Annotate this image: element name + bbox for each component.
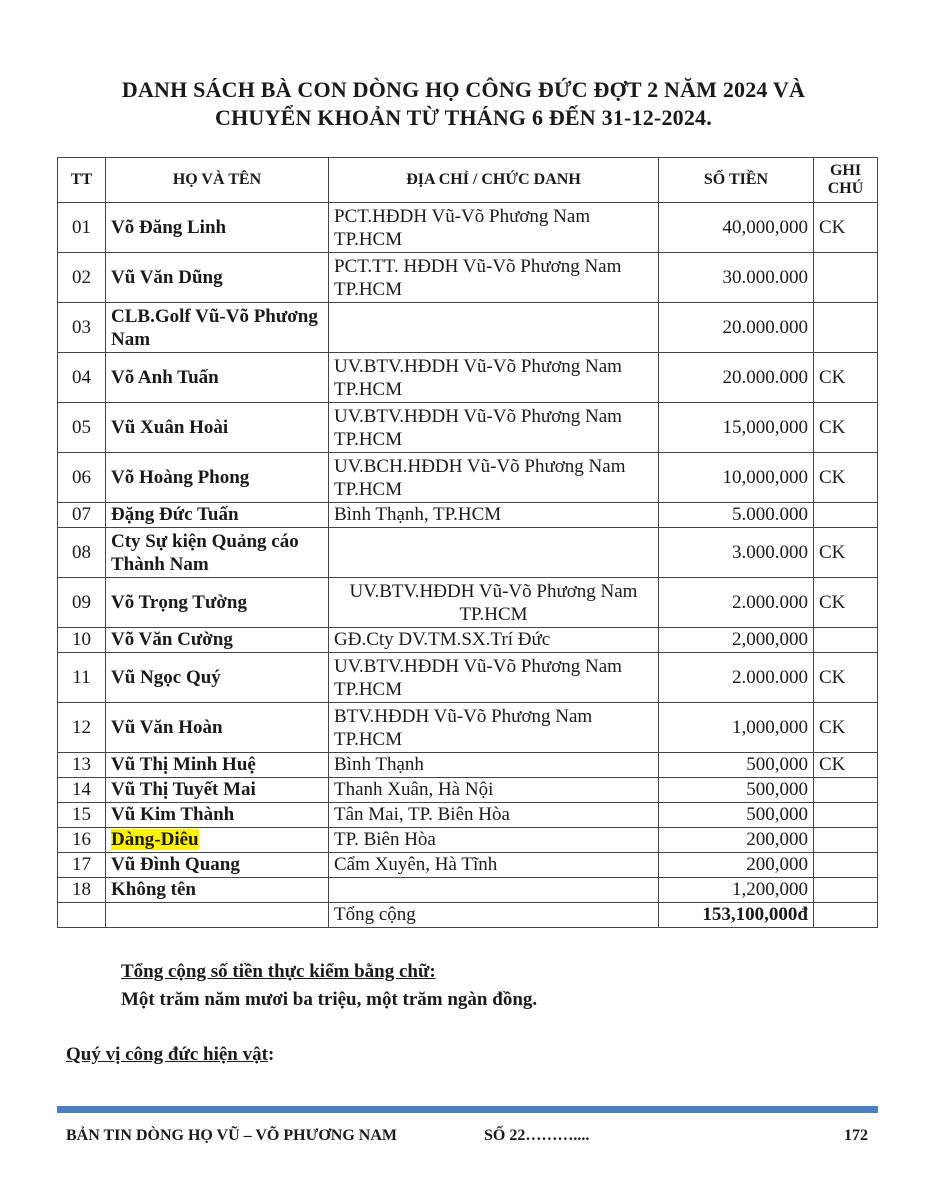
row-note: CK — [814, 578, 878, 628]
row-address: UV.BTV.HĐDH Vũ-Võ Phương Nam TP.HCM — [329, 353, 659, 403]
row-name — [106, 828, 329, 853]
total-name-empty — [106, 903, 329, 928]
table-row — [58, 503, 878, 528]
row-amount: 2.000.000 — [659, 578, 814, 628]
row-tt: 08 — [58, 528, 106, 578]
row-name: Vũ Thị Minh Huệ — [106, 753, 329, 778]
row-name: Vũ Đình Quang — [106, 853, 329, 878]
table-row — [58, 528, 878, 578]
row-note — [814, 803, 878, 828]
row-name: Vũ Kim Thành — [106, 803, 329, 828]
table-row — [58, 303, 878, 353]
row-name: Vũ Ngọc Quý — [106, 653, 329, 703]
row-tt: 13 — [58, 753, 106, 778]
row-tt: 18 — [58, 878, 106, 903]
row-address: PCT.HĐDH Vũ-Võ Phương Nam TP.HCM — [329, 203, 659, 253]
row-name: Đặng Đức Tuấn — [106, 503, 329, 528]
table-row — [58, 353, 878, 403]
footer-publication: BẢN TIN DÒNG HỌ VŨ – VÕ PHƯƠNG NAM — [66, 1127, 397, 1144]
row-name: Võ Anh Tuấn — [106, 353, 329, 403]
row-amount: 2,000,000 — [659, 628, 814, 653]
row-tt: 06 — [58, 453, 106, 503]
row-name: Võ Trọng Tường — [106, 578, 329, 628]
table-row — [58, 778, 878, 803]
row-address — [329, 303, 659, 353]
row-address: Cẩm Xuyên, Hà Tĩnh — [329, 853, 659, 878]
header-note-line-2: CHÚ — [827, 180, 864, 197]
table-row — [58, 828, 878, 853]
row-name: Cty Sự kiện Quảng cáo Thành Nam — [106, 528, 329, 578]
row-note: CK — [814, 203, 878, 253]
header-note-line-1: GHI — [829, 162, 862, 179]
row-address — [329, 878, 659, 903]
row-note: CK — [814, 703, 878, 753]
row-amount: 500,000 — [659, 753, 814, 778]
header-tt: TT — [58, 158, 106, 203]
row-name: Vũ Văn Dũng — [106, 253, 329, 303]
row-address: BTV.HĐDH Vũ-Võ Phương Nam TP.HCM — [329, 703, 659, 753]
row-tt: 03 — [58, 303, 106, 353]
header-address: ĐỊA CHỈ / CHỨC DANH — [329, 158, 659, 203]
row-note: CK — [814, 753, 878, 778]
table-row — [58, 253, 878, 303]
row-note — [814, 853, 878, 878]
table-row — [58, 653, 878, 703]
row-name: Võ Đăng Linh — [106, 203, 329, 253]
table-row — [58, 753, 878, 778]
table-row — [58, 578, 878, 628]
total-amount: 153,100,000đ — [659, 903, 814, 928]
row-name: Vũ Xuân Hoài — [106, 403, 329, 453]
row-tt: 11 — [58, 653, 106, 703]
row-address: PCT.TT. HĐDH Vũ-Võ Phương Nam TP.HCM — [329, 253, 659, 303]
row-note — [814, 828, 878, 853]
row-name: CLB.Golf Vũ-Võ Phương Nam — [106, 303, 329, 353]
summary-text: Một trăm năm mươi ba triệu, một trăm ngàn đồng. — [121, 989, 538, 1010]
row-amount: 500,000 — [659, 778, 814, 803]
row-note — [814, 628, 878, 653]
row-note — [814, 778, 878, 803]
row-amount: 20.000.000 — [659, 353, 814, 403]
row-address: UV.BCH.HĐDH Vũ-Võ Phương Nam TP.HCM — [329, 453, 659, 503]
row-note: CK — [814, 528, 878, 578]
row-address: UV.BTV.HĐDH Vũ-Võ Phương Nam TP.HCM — [329, 653, 659, 703]
row-tt: 09 — [58, 578, 106, 628]
footer-divider-bar — [57, 1106, 878, 1113]
row-amount: 15,000,000 — [659, 403, 814, 453]
row-name: Võ Văn Cường — [106, 628, 329, 653]
row-amount: 200,000 — [659, 828, 814, 853]
row-amount: 10,000,000 — [659, 453, 814, 503]
row-note: CK — [814, 403, 878, 453]
row-tt: 17 — [58, 853, 106, 878]
in-kind-heading-block — [66, 1044, 274, 1066]
footer-issue: SỐ 22……….... — [484, 1127, 590, 1144]
row-name: Vũ Thị Tuyết Mai — [106, 778, 329, 803]
row-tt: 05 — [58, 403, 106, 453]
row-name: Không tên — [106, 878, 329, 903]
donation-table — [57, 157, 878, 928]
row-address: Bình Thạnh — [329, 753, 659, 778]
row-note — [814, 878, 878, 903]
row-address: UV.BTV.HĐDH Vũ-Võ Phương Nam TP.HCM — [329, 578, 659, 628]
row-address: TP. Biên Hòa — [329, 828, 659, 853]
row-amount: 40,000,000 — [659, 203, 814, 253]
table-row — [58, 703, 878, 753]
row-address — [329, 528, 659, 578]
row-amount: 2.000.000 — [659, 653, 814, 703]
page-title — [60, 76, 867, 132]
row-note: CK — [814, 653, 878, 703]
row-address: UV.BTV.HĐDH Vũ-Võ Phương Nam TP.HCM — [329, 403, 659, 453]
row-amount: 1,200,000 — [659, 878, 814, 903]
row-note: CK — [814, 453, 878, 503]
row-tt: 07 — [58, 503, 106, 528]
row-address: Thanh Xuân, Hà Nội — [329, 778, 659, 803]
row-tt: 16 — [58, 828, 106, 853]
summary-heading: Tổng cộng số tiền thực kiểm bằng chữ: — [121, 961, 436, 982]
summary-block — [121, 958, 537, 1014]
row-amount: 200,000 — [659, 853, 814, 878]
table-row — [58, 853, 878, 878]
row-note — [814, 253, 878, 303]
table-row — [58, 628, 878, 653]
table-row — [58, 453, 878, 503]
table-row — [58, 803, 878, 828]
row-tt: 04 — [58, 353, 106, 403]
page-footer — [66, 1127, 868, 1149]
in-kind-colon: : — [267, 1044, 275, 1065]
total-tt-empty — [58, 903, 106, 928]
row-name: Võ Hoàng Phong — [106, 453, 329, 503]
row-amount: 5.000.000 — [659, 503, 814, 528]
row-address: Bình Thạnh, TP.HCM — [329, 503, 659, 528]
page-title-line-2: CHUYỂN KHOẢN TỪ THÁNG 6 ĐẾN 31-12-2024. — [215, 105, 712, 130]
header-amount: SỐ TIỀN — [659, 158, 814, 203]
row-note — [814, 503, 878, 528]
row-amount: 20.000.000 — [659, 303, 814, 353]
in-kind-heading: Quý vị công đức hiện vật — [66, 1044, 268, 1065]
table-row — [58, 403, 878, 453]
footer-page-number: 172 — [844, 1127, 868, 1144]
table-header-row — [58, 158, 878, 203]
highlighted-name: Dàng-Diêu — [111, 829, 199, 850]
row-amount: 30.000.000 — [659, 253, 814, 303]
total-note-empty — [814, 903, 878, 928]
row-tt: 15 — [58, 803, 106, 828]
table-row — [58, 203, 878, 253]
row-name: Vũ Văn Hoàn — [106, 703, 329, 753]
row-tt: 02 — [58, 253, 106, 303]
header-name: HỌ VÀ TÊN — [106, 158, 329, 203]
row-address: GĐ.Cty DV.TM.SX.Trí Đức — [329, 628, 659, 653]
row-amount: 1,000,000 — [659, 703, 814, 753]
row-amount: 3.000.000 — [659, 528, 814, 578]
row-tt: 10 — [58, 628, 106, 653]
row-tt: 12 — [58, 703, 106, 753]
row-address: Tân Mai, TP. Biên Hòa — [329, 803, 659, 828]
row-note — [814, 303, 878, 353]
row-tt: 01 — [58, 203, 106, 253]
row-tt: 14 — [58, 778, 106, 803]
row-amount: 500,000 — [659, 803, 814, 828]
table-row — [58, 878, 878, 903]
page-title-line-1: DANH SÁCH BÀ CON DÒNG HỌ CÔNG ĐỨC ĐỢT 2 NĂM 2024 VÀ — [121, 77, 806, 102]
header-note — [814, 158, 878, 203]
row-note: CK — [814, 353, 878, 403]
total-label: Tổng cộng — [329, 903, 659, 928]
total-row — [58, 903, 878, 928]
